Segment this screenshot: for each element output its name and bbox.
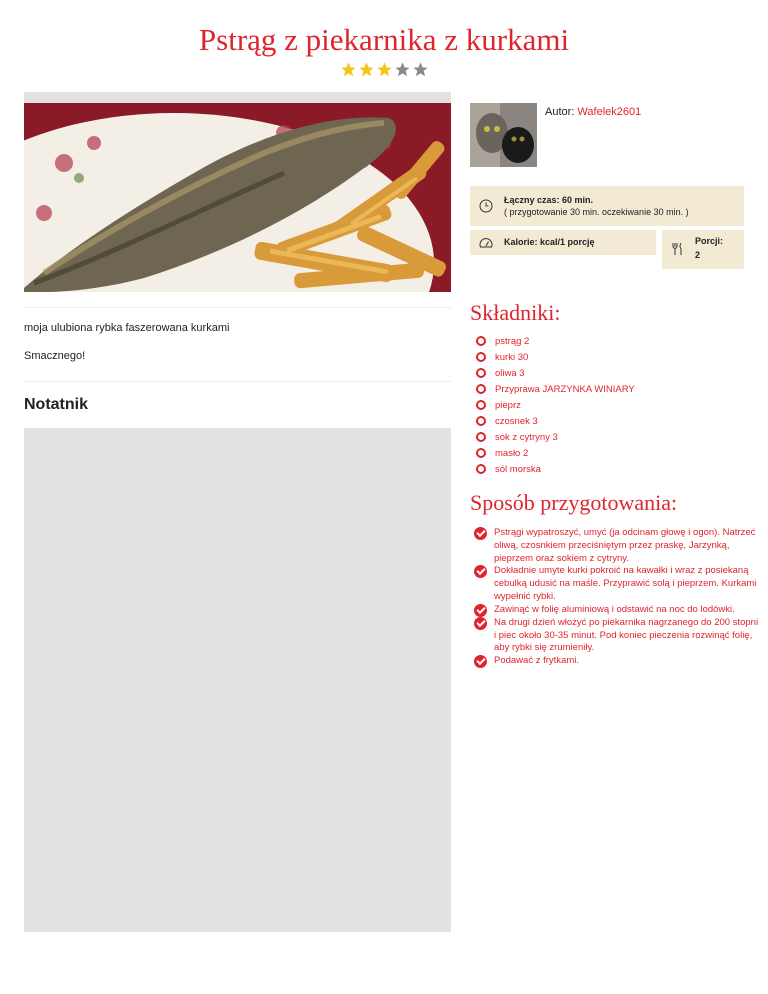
divider	[24, 381, 451, 382]
ingredient-item	[476, 381, 635, 397]
step-item	[474, 604, 759, 617]
check-circle-icon	[474, 604, 487, 617]
author-label: Autor:	[545, 106, 575, 118]
step-item	[474, 617, 759, 655]
ingredient-text: sok z cytryny 3	[495, 431, 558, 443]
ingredient-item	[476, 445, 635, 461]
clock-icon	[479, 199, 493, 213]
description-panel	[24, 292, 451, 428]
step-text: Dokładnie umyte kurki pokroić na kawałki i wraz z posiekaną cebulką udusić na maśle. Przyprawić solą i pieprzem. Kurkami wypełnić rybki.	[494, 565, 757, 602]
steps-list	[474, 527, 759, 668]
check-circle-icon	[474, 527, 487, 540]
ingredient-item	[476, 333, 635, 349]
step-text: Podawać z frytkami.	[494, 655, 579, 667]
ingredients-list	[476, 333, 635, 477]
star-filled-icon[interactable]	[358, 61, 375, 78]
bullet-circle-icon	[476, 336, 486, 346]
time-breakdown: ( przygotowanie 30 min. oczekiwanie 30 min. )	[504, 207, 689, 217]
servings-box	[662, 230, 744, 269]
ingredient-item	[476, 365, 635, 381]
rating-stars[interactable]	[340, 61, 430, 79]
author-avatar[interactable]	[470, 103, 537, 167]
ingredient-text: Przyprawa JARZYNKA WINIARY	[495, 383, 635, 395]
ingredient-text: pieprz	[495, 399, 521, 411]
method-heading: Sposób przygotowania:	[470, 490, 678, 515]
star-empty-icon[interactable]	[394, 61, 411, 78]
calories-label: Kalorie: kcal/1 porcję	[504, 237, 595, 247]
star-filled-icon[interactable]	[340, 61, 357, 78]
step-text: Na drugi dzień włożyć po piekarnika nagrzanego do 200 stopni i piec około 30-35 minut. Pod koniec pieczenia rozwinąć folię, aby rybki się zrumieniły.	[494, 616, 759, 654]
ingredient-text: masło 2	[495, 447, 529, 459]
bullet-circle-icon	[476, 432, 486, 442]
check-circle-icon	[474, 617, 487, 630]
recipe-title: Pstrąg z piekarnika z kurkami	[198, 22, 570, 57]
gauge-icon	[479, 236, 493, 250]
servings-value: 2	[695, 250, 701, 260]
step-text: Pstrągi wypatroszyć, umyć (ja odcinam głowę i ogon). Natrzeć oliwą, czosnkiem przeciśniętym przez praskę, Jarzynką, pieprzem oraz sokiem z cytryny.	[494, 527, 756, 564]
cutlery-icon	[670, 242, 684, 256]
total-time-box	[470, 186, 744, 226]
bullet-circle-icon	[476, 368, 486, 378]
ingredient-text: czosnek 3	[495, 415, 538, 427]
bullet-circle-icon	[476, 416, 486, 426]
calories-box	[470, 230, 656, 255]
ingredient-text: sól morska	[495, 463, 541, 475]
ingredient-text: pstrąg 2	[495, 335, 530, 347]
check-circle-icon	[474, 655, 487, 668]
ingredient-item	[476, 429, 635, 445]
ingredient-item	[476, 349, 635, 365]
notes-heading: Notatnik	[24, 396, 88, 413]
bullet-circle-icon	[476, 400, 486, 410]
divider	[24, 307, 451, 308]
star-empty-icon[interactable]	[412, 61, 429, 78]
servings-label: Porcji:	[695, 236, 724, 246]
recipe-closing: Smacznego!	[24, 350, 86, 362]
star-filled-icon[interactable]	[376, 61, 393, 78]
bullet-circle-icon	[476, 448, 486, 458]
bullet-circle-icon	[476, 464, 486, 474]
total-time-label: Łączny czas: 60 min.	[504, 195, 594, 205]
author-line	[545, 106, 641, 118]
ingredient-item	[476, 461, 635, 477]
ingredient-item	[476, 397, 635, 413]
step-text: Zawinąć w folię aluminiową i odstawić na noc do lodówki.	[494, 603, 735, 615]
ingredient-text: kurki 30	[495, 351, 529, 363]
author-link[interactable]: Wafelek2601	[577, 106, 642, 118]
recipe-description: moja ulubiona rybka faszerowana kurkami	[24, 322, 230, 334]
ingredients-heading: Składniki:	[470, 300, 561, 325]
bullet-circle-icon	[476, 384, 486, 394]
step-item	[474, 565, 759, 603]
step-item	[474, 655, 759, 668]
step-item	[474, 527, 759, 565]
recipe-photo	[24, 103, 451, 292]
ingredient-item	[476, 413, 635, 429]
ingredient-text: oliwa 3	[495, 367, 525, 379]
bullet-circle-icon	[476, 352, 486, 362]
check-circle-icon	[474, 565, 487, 578]
